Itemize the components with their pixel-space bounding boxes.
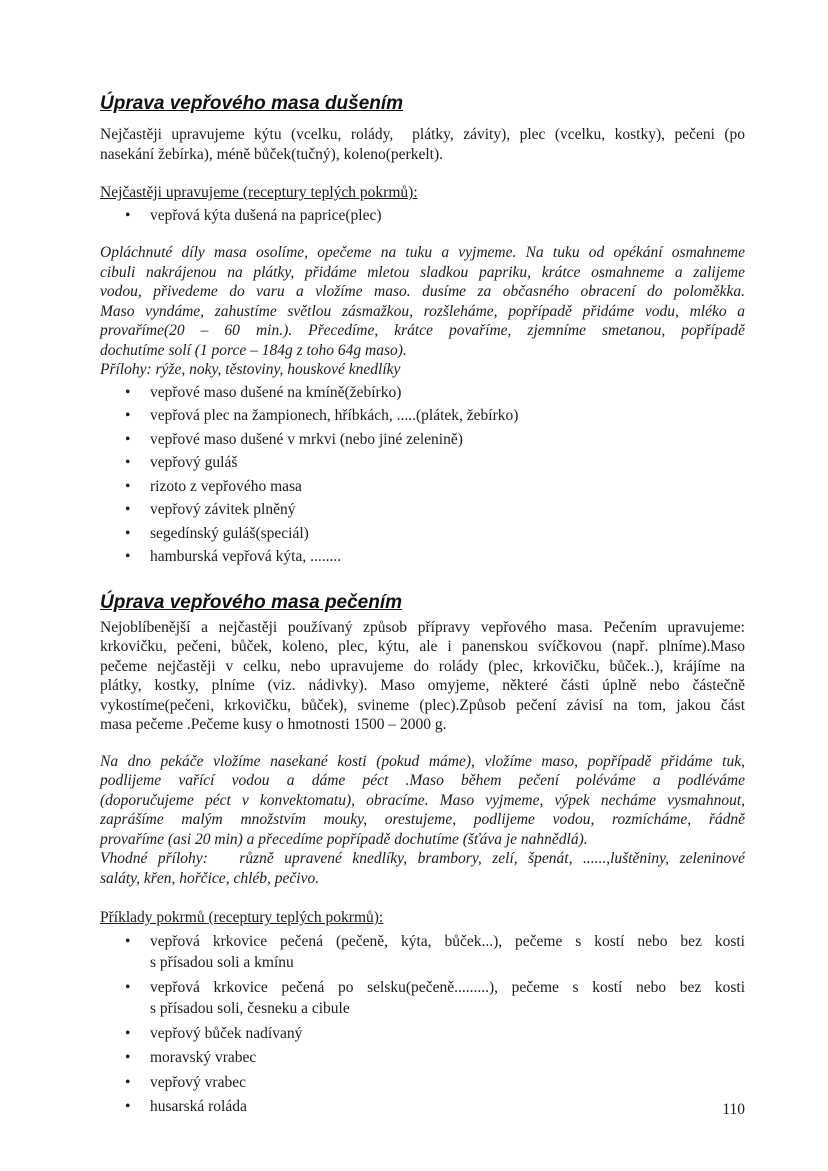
text-line: plátky, kostky, plníme (viz. nádivky). Maso omyjeme, některé části úplně nebo částečně [100,677,745,694]
bullet-icon: • [125,932,131,950]
list-item-text [150,382,745,404]
bullet-icon: • [125,1098,131,1115]
text-line: moravský vrabec [150,1049,257,1066]
text-line: s přísadou soli, česneku a cibule [150,1000,350,1017]
section-1-intro-paragraph [100,125,745,164]
section-1-subheading [100,183,745,203]
text-line: (doporučujeme péct v konvektomatu), obracíme. Maso vyjmeme, výpek necháme vysmahnout, [100,791,745,809]
text-line: zaprášíme malým množstvím mouky, orestujeme, podlijeme vodou, rozmícháme, řádně [100,811,745,828]
text-line: Na dno pekáče vložíme nasekané kosti (pokud máme), vložíme maso, popřípadě přidáme tuk, [100,752,745,770]
text-line: vepřové maso dušené v mrkvi (nebo jiné zelenině) [150,430,463,448]
section-1-subheading-text: Nejčastěji upravujeme (receptury teplých pokrmů): [100,184,418,201]
list-item [100,1023,745,1045]
text-line: vykostíme(pečeni, krkovičku, bůček), svineme (plec).Způsob pečení závisí na tom, jakou část [100,696,745,714]
list-item [100,382,745,404]
list-item-text [150,205,745,227]
text-line: provaříme(20 – 60 min.). Přecedíme, krátce povaříme, zjemníme smetanou, popřípadě [100,322,745,339]
list-item [100,977,745,1020]
list-item [100,1047,745,1069]
text-line: nasekání žebírka), méně bůček(tučný), koleno(perkelt). [100,145,443,163]
bullet-icon: • [125,477,131,495]
list-item-text [150,523,745,545]
section-1-dish-list [100,382,745,568]
bullet-icon: • [125,430,131,448]
bullet-icon: • [125,501,131,518]
text-line: vepřový bůček nadívaný [150,1024,303,1042]
text-line: vepřová plec na žampionech, hříbkách, .....(plátek, žebírko) [150,407,519,424]
text-line: provaříme (asi 20 min) a přecedíme popřípadě dochutíme (šťáva je nahnědlá). [100,830,588,848]
section-1-title: Úprava vepřového masa dušením [100,93,404,114]
text-line: vepřový guláš [150,454,238,471]
list-item-text [150,1096,745,1118]
section-1-recipe-paragraph [100,243,745,360]
text-line: vepřové maso dušené na kmíně(žebírko) [150,383,402,401]
bullet-icon: • [125,383,131,401]
page-number: 110 [722,1101,745,1118]
text-line: vepřový vrabec [150,1073,246,1091]
text-line: vepřová kýta dušená na paprice(plec) [150,206,382,224]
text-line: hamburská vepřová kýta, ........ [150,548,342,565]
bullet-icon: • [125,206,131,224]
list-item [100,1096,745,1118]
list-item [100,546,745,568]
list-item-text [150,1072,745,1094]
text-line: Maso vyndáme, zahustíme světlou zásmažkou, rozšleháme, popřípadě přidáme vodu, mléko a [100,302,745,320]
text-line: cibuli nakrájenou na plátky, přidáme mletou sladkou papriku, krátce osmahneme a zalijeme [100,263,745,281]
list-item-text [150,546,745,568]
text-line: Přílohy: rýže, noky, těstoviny, houskové knedlíky [100,361,401,378]
list-item [100,205,745,227]
list-item-text [150,452,745,474]
list-item [100,523,745,545]
text-line: vepřová krkovice pečená (pečeně, kýta, bůček...), pečeme s kostí nebo bez kosti [150,932,745,950]
list-item-text [150,429,745,451]
bullet-icon: • [125,978,131,996]
list-item-text [150,476,745,498]
text-line: vepřová krkovice pečená po selsku(pečeně.........), pečeme s kostí nebo bez kosti [150,978,745,996]
bullet-icon: • [125,454,131,471]
text-line: rizoto z vepřového masa [150,477,302,495]
section-2-dish-list [100,931,745,1118]
bullet-icon: • [125,1049,131,1066]
list-item [100,429,745,451]
list-item-text [150,499,745,521]
text-line: vepřový závitek plněný [150,501,296,518]
text-line: husarská roláda [150,1098,247,1115]
text-line: Vhodné přílohy: různě upravené knedlíky, brambory, zelí, špenát, ......,luštěniny, zeleninové [100,850,745,867]
bullet-icon: • [125,548,131,565]
text-line: saláty, křen, hořčice, chléb, pečivo. [100,869,320,887]
list-item [100,499,745,521]
text-line: Nejoblíbenější a nejčastěji používaný způsob přípravy vepřového masa. Pečením upravujeme: [100,618,745,636]
section-2-intro-paragraph [100,618,745,735]
bullet-icon: • [125,524,131,542]
list-item [100,452,745,474]
list-item-text [150,931,745,974]
list-item [100,1072,745,1094]
text-line: pečeme nejčastěji v celku, nebo upravujeme do rolády (plec, krkovičku, bůček..), krájíme na [100,657,745,675]
section-2-sides-paragraph [100,849,745,888]
text-line: s přísadou soli a kmínu [150,954,294,971]
list-item-text [150,1023,745,1045]
list-item [100,405,745,427]
text-line: dochutíme solí (1 porce – 184g z toho 64g maso). [100,341,407,359]
text-line: vodou, přivedeme do varu a vložíme maso. dusíme za občasného obracení do poloměkka. [100,283,745,300]
section-1-sides-line [100,360,745,380]
list-item-text [150,405,745,427]
section-2-recipe-paragraph [100,752,745,850]
text-line: segedínský guláš(speciál) [150,524,309,542]
section-2-subheading-text: Příklady pokrmů (receptury teplých pokrmů): [100,909,384,926]
section-2-subheading [100,908,745,928]
text-line: podlijeme vařící vodou a dáme péct .Maso během pečení poléváme a podléváme [100,772,745,789]
list-item [100,931,745,974]
list-item-text [150,977,745,1020]
section-1-usage-list [100,205,745,227]
bullet-icon: • [125,407,131,424]
list-item-text [150,1047,745,1069]
bullet-icon: • [125,1024,131,1042]
bullet-icon: • [125,1073,131,1091]
text-line: Opláchnuté díly masa osolíme, opečeme na tuku a vyjmeme. Na tuku od opékání osmahneme [100,244,745,261]
list-item [100,476,745,498]
text-line: masa pečeme .Pečeme kusy o hmotnosti 1500 – 2000 g. [100,716,447,733]
text-line: krkovičku, pečeni, bůček, koleno, plec, kýtu, ale i panenskou svíčkovou (např. plníme).Maso [100,638,745,655]
section-2-title: Úprava vepřového masa pečením [100,591,403,613]
text-line: Nejčastěji upravujeme kýtu (vcelku, rolády, plátky, závity), plec (vcelku, kostky), pečeni (po [100,126,745,143]
